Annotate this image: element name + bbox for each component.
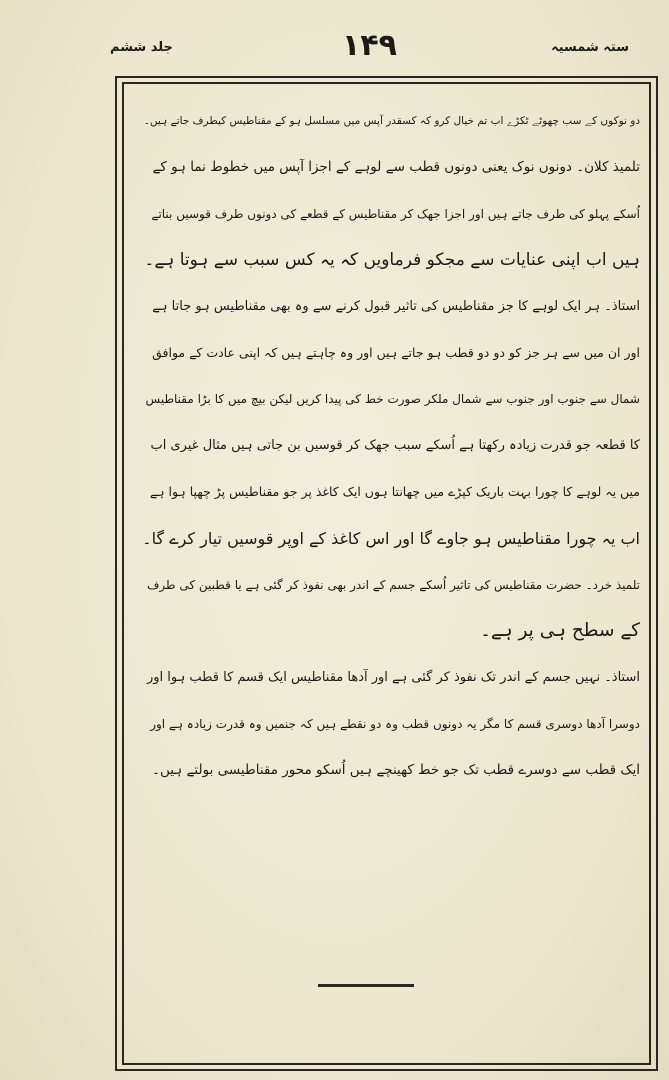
text-line: اب یہ چورا مقناطیس ہو جاوے گا اور اس کاغذ کے اوپر قوسیں تیار کرے گا۔ [142, 528, 640, 548]
text-line: ہیں اب اپنی عنایات سے مجکو فرماویں کہ یہ کس سبب سے ہوتا ہے۔ [144, 250, 640, 271]
book-title: ستہ شمسیہ [551, 40, 629, 55]
text-line: اور ان میں سے ہر جز کو دو دو قطب ہو جاتے ہیں اور وہ چاہتے ہیں کہ اپنی عادت کے موافق [152, 344, 640, 360]
text-line: تلمیذ کلان۔ دونوں نوک یعنی دونوں قطب سے لوہے کے اجزا آپس میں خطوط نما ہو کے [152, 159, 640, 176]
text-line: استاذ۔ ہر ایک لوہے کا جز مقناطیس کی تاثیر قبول کرنے سے وہ بھی مقناطیس ہو جاتا ہے [152, 298, 640, 314]
text-body [135, 98, 640, 794]
page-number: ۱۴۹ [342, 28, 397, 63]
text-line: ایک قطب سے دوسرے قطب تک جو خط کھینچے ہیں اُسکو محور مقناطیسی بولتے ہیں۔ [152, 762, 640, 779]
text-line: اُسکے پہلو کی طرف جاتے ہیں اور اجزا جھک کر مقناطیس کے قطعے کی دونوں طرف قوسیں بناتے [151, 206, 640, 221]
text-line: کے سطح ہی پر ہے۔ [480, 620, 640, 642]
page-header [110, 28, 629, 78]
text-line: استاذ۔ نہیں جسم کے اندر تک نفوذ کر گئی ہے اور آدھا مقناطیس ایک قسم کا قطب ہوا اور [146, 669, 640, 685]
volume-label: جلد ششم [110, 40, 173, 55]
text-line: دو ﻧﻮﮐﻮﮞ ﮐﮯ ﺳﺐ ﭼﮭﻮﭨﮯ ﭨﮑﮍﮮ اب تم خیال کرو کہ کسقدر آپس میں مسلسل ہو کے مقناطیس کیطرف جاتے ہیں۔ [143, 115, 640, 127]
text-line: تلمیذ خرد۔ حضرت مقناطیس کی تاثیر اُسکے جسم کے اندر بھی نفوذ کر گئی ہے یا قطبین کی طرف [146, 577, 640, 592]
end-rule [318, 984, 414, 987]
text-line: کا قطعہ جو قدرت زیادہ رکھتا ہے اُسکے سبب جھک کر قوسیں بن جاتی ہیں مثال غیری اب [150, 437, 640, 453]
text-line: دوسرا آدھا دوسری قسم کا مگر یہ دونوں قطب وہ دو نقطے ہیں کہ جنمیں وہ قدرت زیادہ ہے اور [150, 717, 640, 732]
text-line: شمال سے جنوب اور جنوب سے شمال ملکر صورت خط کی پیدا کریں لیکن بیچ میں کا بڑا مقناطیس [145, 392, 640, 407]
text-line: میں یہ لوہے کا چورا بہت باریک کپڑے میں چھانتا ہوں ایک کاغذ پر جو مقناطیس پڑ چھپا ہوا ہے [149, 484, 640, 500]
